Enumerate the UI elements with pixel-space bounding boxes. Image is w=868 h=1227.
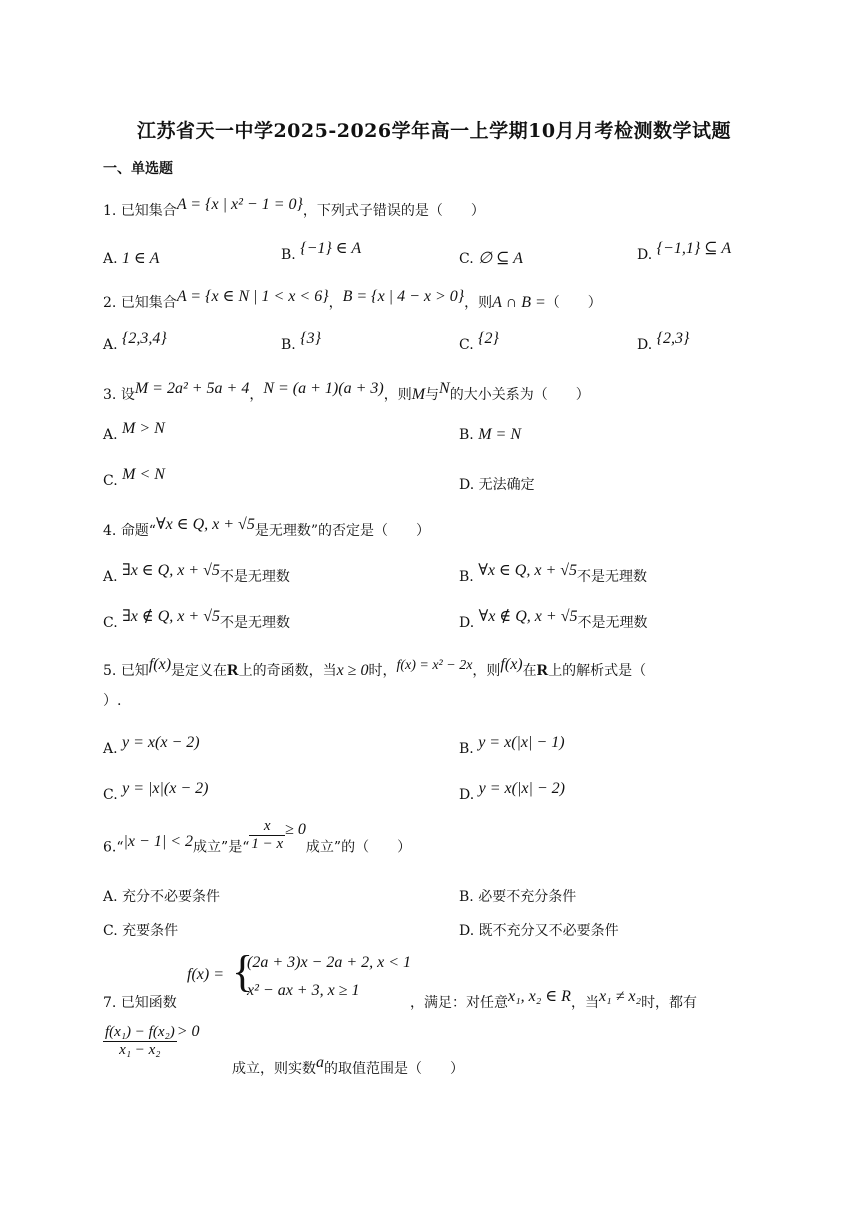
question-7-case-2: x² − ax + 3, x ≥ 1 [247, 982, 360, 999]
question-4-option-d[interactable]: D. ∀x ∉ Q, x + √5不是无理数 [459, 608, 648, 631]
question-4-stem: 4. 命题“∀x ∈ Q, x + √5是无理数”的否定是（ ） [103, 516, 430, 539]
question-7-fraction: $\frac{\text{f(x₁) − f(x₂)}}{\text{x₁ − x₂}}$ [105, 1024, 175, 1058]
question-1-option-a[interactable]: A. 1 ∈ A [103, 250, 160, 267]
question-5-option-a[interactable]: A. y = x(x − 2) [103, 734, 200, 757]
question-3-option-a[interactable]: A. M > N [103, 420, 165, 443]
question-2-option-b[interactable]: B. {3} [281, 330, 321, 353]
question-1-option-c[interactable]: C. ∅ ⊆ A [459, 250, 523, 267]
question-7-stem-start: 7. 已知函数 [103, 995, 177, 1011]
question-5-option-b[interactable]: B. y = x(|x| − 1) [459, 734, 565, 757]
question-6-stem: 6.“|x − 1| < 2成立”是“ $\frac{x}{1 - x}$ ≥ 0成立”的（ ） [103, 818, 412, 856]
question-6-option-c[interactable]: C. 充要条件 [103, 923, 179, 939]
question-1-option-d[interactable]: D. {−1,1} ⊆ A [637, 240, 732, 263]
section-heading: 一、单选题 [103, 161, 173, 177]
question-1-stem: 1. 已知集合A = {x | x² − 1 = 0}，下列式子错误的是（ ） [103, 196, 485, 219]
question-2-option-d[interactable]: D. {2,3} [637, 330, 690, 353]
question-2-option-c[interactable]: C. {2} [459, 330, 499, 353]
question-6-option-d[interactable]: D. 既不充分又不必要条件 [459, 923, 619, 939]
piecewise-brace: { [232, 947, 254, 996]
question-7-case-1: (2a + 3)x − 2a + 2, x < 1 [247, 954, 412, 971]
question-3-option-b[interactable]: B. M = N [459, 426, 521, 443]
question-4-option-c[interactable]: C. ∃x ∉ Q, x + √5不是无理数 [103, 608, 290, 631]
question-4-option-b[interactable]: B. ∀x ∈ Q, x + √5不是无理数 [459, 562, 648, 585]
question-3-option-d[interactable]: D. 无法确定 [459, 477, 535, 493]
question-3-option-c[interactable]: C. M < N [103, 466, 165, 489]
question-5-option-c[interactable]: C. y = |x|(x − 2) [103, 780, 209, 803]
question-7-stem-cont: ，满足：对任意x₁, x₂ ∈ R，当x₁ ≠ x₂时，都有 [410, 988, 698, 1011]
question-3-stem: 3. 设M = 2a² + 5a + 4，N = (a + 1)(a + 3)，则M与N的大小关系为（ ） [103, 380, 590, 403]
question-7-stem-end: 成立，则实数a的取值范围是（ ） [232, 1054, 464, 1077]
question-7-condition: $\frac{\text{f(x₁) − f(x₂)}}{\text{x₁ − x₂}}$ > 0 [105, 1022, 200, 1058]
question-2-option-a[interactable]: A. {2,3,4} [103, 330, 167, 353]
question-7-fx: f(x) = [187, 966, 224, 983]
question-4-option-a[interactable]: A. ∃x ∈ Q, x + √5不是无理数 [103, 562, 290, 585]
question-5-stem: 5. 已知f(x)是定义在R上的奇函数，当x ≥ 0时，f(x) = x² − 2x，则f(x)在R上的解析式是（ [103, 656, 647, 679]
question-1-option-b[interactable]: B. {−1} ∈ A [281, 240, 362, 263]
question-5-option-d[interactable]: D. y = x(|x| − 2) [459, 780, 565, 803]
question-6-fraction: $\frac{x}{1 - x}$ [251, 818, 284, 852]
question-6-option-b[interactable]: B. 必要不充分条件 [459, 889, 577, 905]
exam-title: 江苏省天一中学2025-2026学年高一上学期10月月考检测数学试题 [136, 120, 732, 142]
question-5-stem-tail: ）. [103, 693, 122, 709]
question-6-option-a[interactable]: A. 充分不必要条件 [103, 889, 221, 905]
question-2-stem: 2. 已知集合A = {x ∈ N | 1 < x < 6}，B = {x | 4 − x > 0}，则A ∩ B =（ ） [103, 288, 602, 311]
